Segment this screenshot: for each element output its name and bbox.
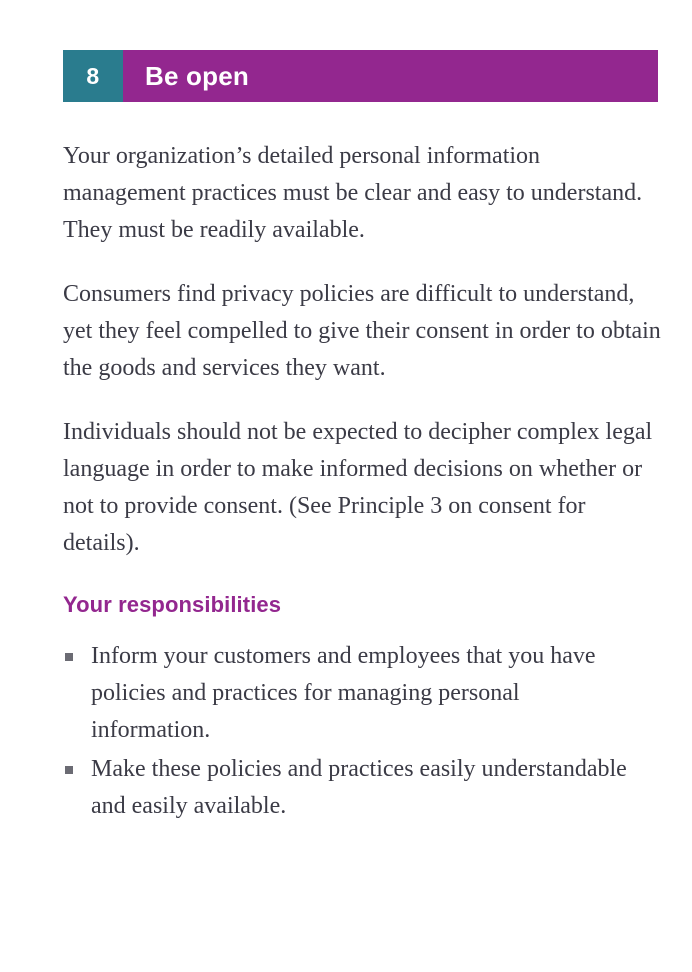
principle-number: 8: [63, 50, 123, 102]
list-item: [63, 751, 643, 825]
bullet-square-icon: [65, 766, 73, 774]
responsibilities-heading: Your responsibilities: [63, 592, 282, 617]
bullet-square-icon: [65, 653, 73, 661]
page-title: Be open: [123, 50, 658, 102]
paragraph-1: Your organization’s detailed personal information management practices must be clear and easy to understand. They must be readily available.: [63, 143, 643, 243]
list-item-label: Make these policies and practices easily understandable and easily available.: [91, 756, 627, 819]
responsibilities-list: [63, 638, 643, 825]
principle-header: [63, 50, 658, 102]
paragraph-3: Individuals should not be expected to decipher complex legal language in order to make informed decisions on whether or not to provide consent. (See Principle 3 on consent for details).: [63, 419, 653, 556]
list-item-label: Inform your customers and employees that you have policies and practices for managing personal information.: [91, 643, 596, 743]
list-item: [63, 638, 643, 749]
body-text: [63, 138, 663, 562]
paragraph-2: Consumers find privacy policies are difficult to understand, yet they feel compelled to give their consent in order to obtain the goods and services they want.: [63, 281, 661, 381]
